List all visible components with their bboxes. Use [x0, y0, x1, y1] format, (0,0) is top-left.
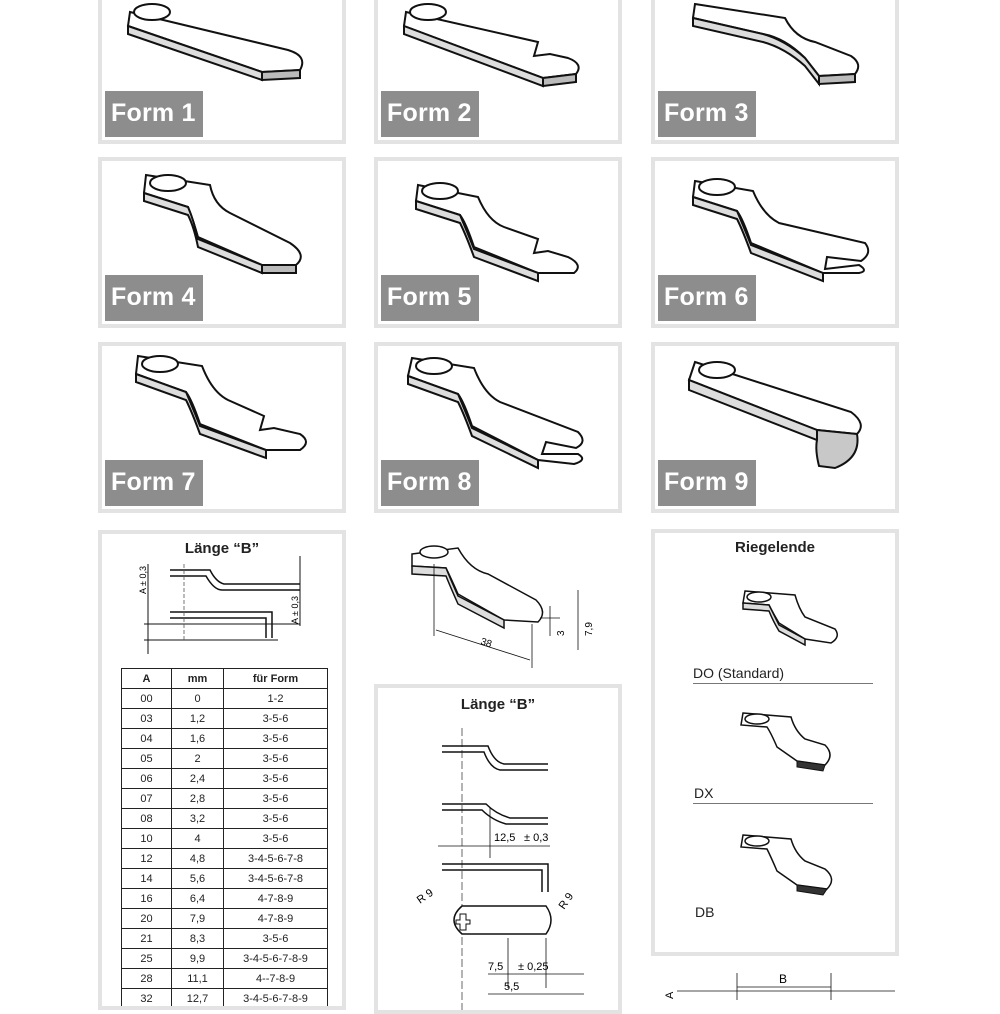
- table-cell-form: 4--7-8-9: [224, 969, 328, 989]
- form-6-panel: [651, 157, 899, 328]
- form-8-label: Form 8: [381, 460, 479, 506]
- table-header-a: A: [122, 669, 172, 689]
- table-row: [122, 929, 328, 949]
- form-1-label: Form 1: [105, 91, 203, 137]
- bolt-end-db-label: DB: [695, 904, 715, 920]
- table-cell-mm: 4,8: [172, 849, 224, 869]
- table-cell-form: 3-5-6: [224, 829, 328, 849]
- length-b-dim-small: 5,5: [504, 981, 520, 993]
- table-cell-a: 25: [122, 949, 172, 969]
- table-cell-mm: 1,6: [172, 729, 224, 749]
- bolt-end-dx-label: DX: [694, 785, 714, 801]
- table-cell-a: 16: [122, 889, 172, 909]
- table-row: [122, 989, 328, 1009]
- table-cell-form: 3-5-6: [224, 809, 328, 829]
- length-table-title: Länge “B”: [184, 540, 260, 557]
- table-cell-form: 3-4-5-6-7-8-9: [224, 949, 328, 969]
- table-cell-form: 1-2: [224, 689, 328, 709]
- iso-dim-thickness: 3: [556, 630, 567, 636]
- form-7-label: Form 7: [105, 460, 203, 506]
- table-cell-a: 32: [122, 989, 172, 1009]
- form-3-panel: [651, 0, 899, 144]
- table-cell-mm: 5,6: [172, 869, 224, 889]
- form-5-label: Form 5: [381, 275, 479, 321]
- table-cell-form: 3-4-5-6-7-8: [224, 869, 328, 889]
- length-b-dim-width-tol: ± 0,25: [518, 961, 549, 973]
- table-row: [122, 869, 328, 889]
- table-row: [122, 729, 328, 749]
- table-cell-a: 03: [122, 709, 172, 729]
- table-cell-mm: 2: [172, 749, 224, 769]
- form-4-panel: [98, 157, 346, 328]
- length-profile-drawing: [102, 534, 342, 664]
- length-dim-a-right: A ± 0,3: [290, 596, 300, 624]
- bolt-end-title: Riegelende: [734, 539, 816, 556]
- table-cell-form: 3-5-6: [224, 769, 328, 789]
- table-cell-a: 12: [122, 849, 172, 869]
- table-cell-form: 4-7-8-9: [224, 889, 328, 909]
- length-dim-a-left: A ± 0,3: [138, 566, 148, 594]
- form-6-label: Form 6: [658, 275, 756, 321]
- form-9-panel: [651, 342, 899, 513]
- table-row: [122, 689, 328, 709]
- length-b-detail-panel: [374, 684, 622, 1014]
- table-cell-a: 21: [122, 929, 172, 949]
- form-8-panel: [374, 342, 622, 513]
- table-cell-a: 28: [122, 969, 172, 989]
- length-b-dim-offset-tol: ± 0,3: [524, 832, 549, 844]
- form-7-panel: [98, 342, 346, 513]
- bolt-end-panel: [651, 529, 899, 956]
- table-header-form: für Form: [224, 669, 328, 689]
- form-4-label: Form 4: [105, 275, 203, 321]
- table-cell-form: 3-5-6: [224, 929, 328, 949]
- table-cell-mm: 6,4: [172, 889, 224, 909]
- table-header-mm: mm: [172, 669, 224, 689]
- table-cell-a: 20: [122, 909, 172, 929]
- length-b-radius-left: R 9: [414, 886, 436, 907]
- table-cell-a: 05: [122, 749, 172, 769]
- table-cell-a: 10: [122, 829, 172, 849]
- length-table-panel: [98, 530, 346, 1010]
- table-cell-mm: 3,2: [172, 809, 224, 829]
- form-3-label: Form 3: [658, 91, 756, 137]
- table-cell-form: 3-5-6: [224, 729, 328, 749]
- table-cell-mm: 8,3: [172, 929, 224, 949]
- table-cell-form: 4-7-8-9: [224, 909, 328, 929]
- length-b-title: Länge “B”: [460, 696, 536, 713]
- table-cell-a: 14: [122, 869, 172, 889]
- table-cell-mm: 9,9: [172, 949, 224, 969]
- table-row: [122, 969, 328, 989]
- table-row: [122, 909, 328, 929]
- table-header-row: [122, 669, 328, 689]
- table-cell-form: 3-5-6: [224, 709, 328, 729]
- table-row: [122, 849, 328, 869]
- table-cell-a: 06: [122, 769, 172, 789]
- table-cell-mm: 4: [172, 829, 224, 849]
- length-spec-table: [121, 668, 328, 1009]
- iso-dim-height: 7,9: [584, 622, 595, 636]
- form-1-panel: [98, 0, 346, 144]
- iso-dim-length: 38: [479, 636, 494, 651]
- length-b-radius-right: R 9: [556, 890, 577, 912]
- iso-dimension-drawing: [400, 540, 600, 675]
- table-row: [122, 949, 328, 969]
- table-row: [122, 809, 328, 829]
- form-9-label: Form 9: [658, 460, 756, 506]
- table-cell-mm: 1,2: [172, 709, 224, 729]
- form-2-label: Form 2: [381, 91, 479, 137]
- table-cell-a: 00: [122, 689, 172, 709]
- bottom-right-dimension-drawing: [655, 965, 900, 1000]
- bottom-dim-b: B: [779, 972, 788, 986]
- form-5-panel: [374, 157, 622, 328]
- table-cell-mm: 2,8: [172, 789, 224, 809]
- table-row: [122, 769, 328, 789]
- table-cell-form: 3-5-6: [224, 789, 328, 809]
- table-row: [122, 889, 328, 909]
- table-cell-a: 07: [122, 789, 172, 809]
- table-row: [122, 709, 328, 729]
- table-body: [122, 689, 328, 1009]
- table-cell-mm: 2,4: [172, 769, 224, 789]
- table-cell-mm: 12,7: [172, 989, 224, 1009]
- table-row: [122, 749, 328, 769]
- table-row: [122, 789, 328, 809]
- bolt-end-db-drawing: [655, 533, 895, 913]
- table-cell-form: 3-4-5-6-7-8: [224, 849, 328, 869]
- form-2-panel: [374, 0, 622, 144]
- table-cell-mm: 11,1: [172, 969, 224, 989]
- table-cell-form: 3-5-6: [224, 749, 328, 769]
- bolt-end-do-label: DO (Standard): [693, 665, 785, 681]
- table-cell-a: 04: [122, 729, 172, 749]
- length-b-dim-width: 7,5: [488, 961, 504, 973]
- length-b-drawing: [378, 688, 618, 1010]
- table-cell-a: 08: [122, 809, 172, 829]
- table-cell-form: 3-4-5-6-7-8-9: [224, 989, 328, 1009]
- table-row: [122, 829, 328, 849]
- table-cell-mm: 7,9: [172, 909, 224, 929]
- table-cell-mm: 0: [172, 689, 224, 709]
- length-b-dim-offset: 12,5: [494, 832, 516, 844]
- bottom-dim-a: A: [664, 991, 676, 999]
